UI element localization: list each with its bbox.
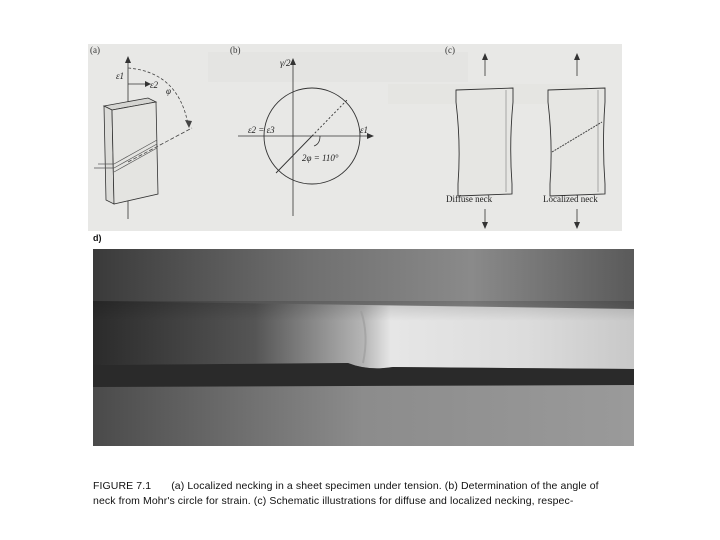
caption-line-1 bbox=[93, 479, 693, 494]
panel-d-label: d) bbox=[93, 233, 102, 243]
panel-a-label: (a) bbox=[90, 45, 100, 55]
panel-b-e2-e3-label: ε2 = ε3 bbox=[248, 125, 275, 135]
caption-line-2: neck from Mohr's circle for strain. (c) Schematic illustrations for diffuse and localized necking, respec- bbox=[93, 495, 574, 507]
panel-b-e1-label: ε1 bbox=[360, 125, 369, 135]
schematic-panels bbox=[88, 44, 622, 231]
figure-caption bbox=[93, 479, 693, 509]
caption-text-1: (a) Localized necking in a sheet specimen under tension. (b) Determination of the angle of bbox=[171, 480, 599, 492]
diffuse-neck-label: Diffuse neck bbox=[446, 194, 493, 204]
panel-c-label: (c) bbox=[445, 45, 455, 55]
panel-b-label: (b) bbox=[230, 45, 241, 55]
localized-neck-label: Localized neck bbox=[543, 194, 598, 204]
schematic-figure bbox=[88, 44, 622, 231]
figure-number: FIGURE 7.1 bbox=[93, 480, 152, 492]
panel-b-angle-label: 2φ = 110° bbox=[302, 153, 339, 163]
necking-photograph bbox=[93, 249, 634, 446]
panel-a-e1-label: ε1 bbox=[116, 71, 125, 81]
panel-b-gamma-label: γ/2 bbox=[280, 58, 291, 68]
panel-a-phi-label: φ bbox=[166, 86, 171, 96]
photo-image bbox=[93, 249, 634, 446]
panel-a-e2-label: ε2 bbox=[150, 80, 159, 90]
